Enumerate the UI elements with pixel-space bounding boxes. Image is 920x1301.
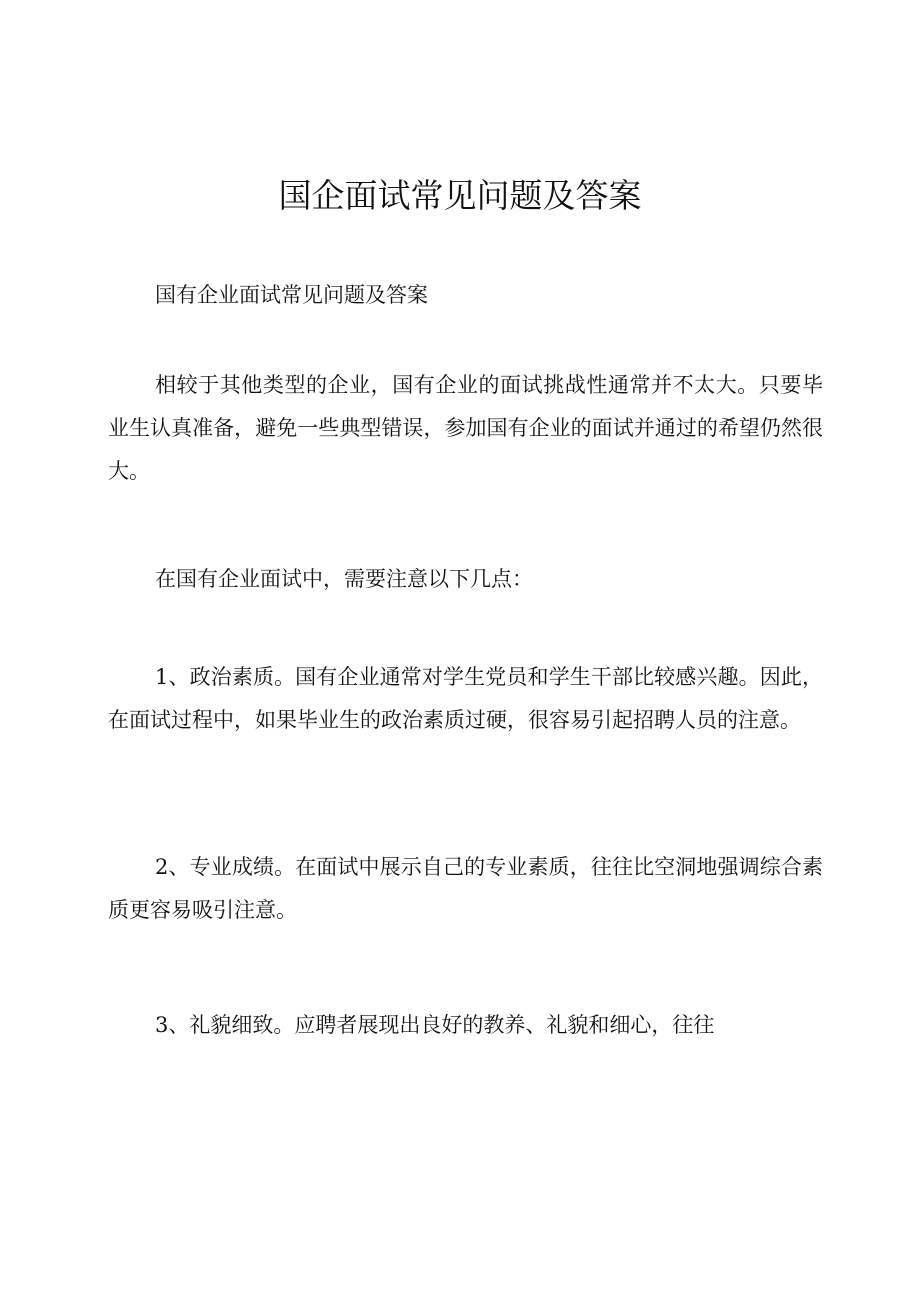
point-political-quality: 1、政治素质。国有企业通常对学生党员和学生干部比较感兴趣。因此，在面试过程中，如果毕业生的政治素质过硬，很容易引起招聘人员的注意。: [108, 665, 823, 732]
point-courtesy: 3、礼貌细致。应聘者展现出良好的教养、礼貌和细心，往往: [155, 1013, 715, 1037]
subtitle-paragraph: 国有企业面试常见问题及答案: [155, 283, 428, 307]
notice-paragraph: 在国有企业面试中，需要注意以下几点：: [155, 567, 533, 591]
intro-paragraph: 相较于其他类型的企业，国有企业的面试挑战性通常并不太大。只要毕业生认真准备，避免一些典型错误，参加国有企业的面试并通过的希望仍然很大。: [108, 373, 823, 483]
document-title: 国企面试常见问题及答案: [278, 176, 642, 215]
point-professional-grades: 2、专业成绩。在面试中展示自己的专业素质，往往比空洞地强调综合素质更容易吸引注意。: [108, 855, 823, 922]
